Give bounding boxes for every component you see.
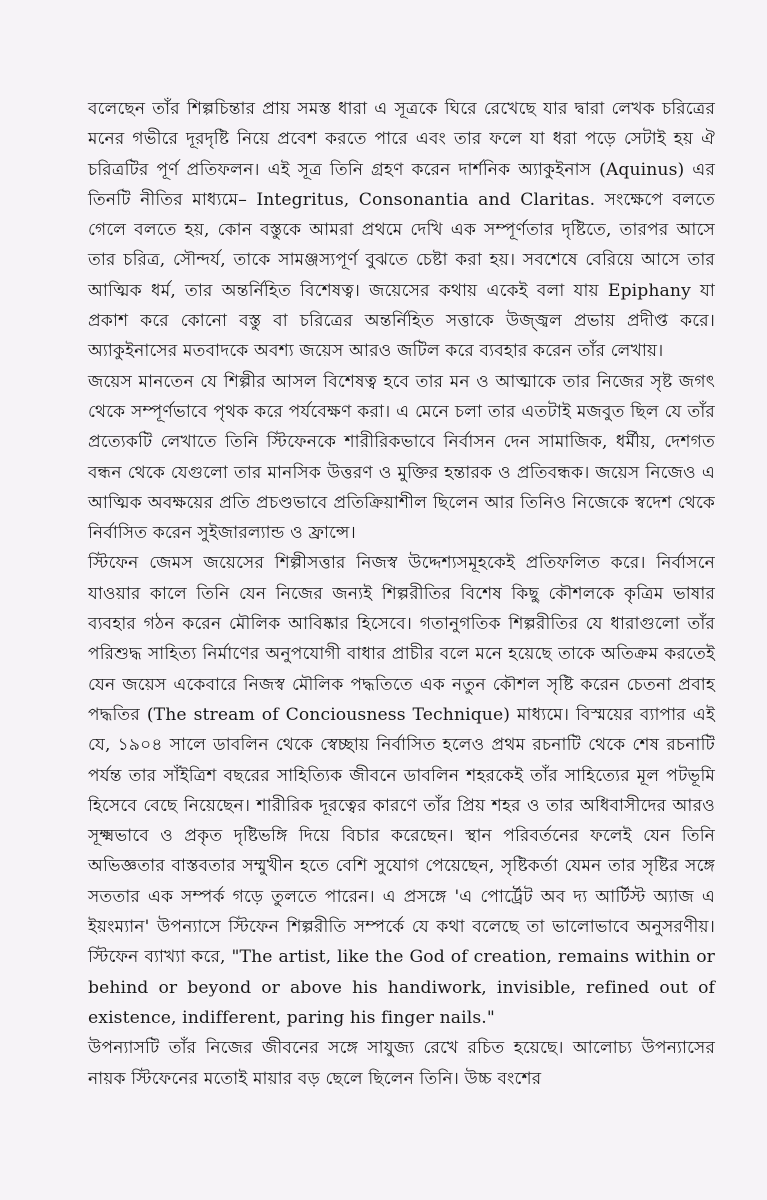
paragraph-3: স্টিফেন জেমস জয়েসের শিল্পীসত্তার নিজস্ব উদ্দেশ্যসমূহকেই প্রতিফলিত করে। নির্বাসনে যাওয়ার কালে তিনি যেন নিজের জন্যই শিল্পরীতির বিশেষ কিছু কৌশলকে কৃত্রিম ভাষার ব্যবহার গঠন করেন মৌলিক আবিষ্কার হিসেবে। গতানুগতিক শিল্পরীতির যে ধারাগুলো তাঁর পরিশুদ্ধ সাহিত্য নির্মাণের অনুপযোগী বাধার প্রাচীর বলে মনে হয়েছে তাকে অতিক্রম করতেই যেন জয়েস একেবারে নিজস্ব মৌলিক পদ্ধতিতে এক নতুন কৌশল সৃষ্টি করেন চেতনা প্রবাহ পদ্ধতির (The stream of Conciousness Technique) মাধ্যমে। বিস্ময়ের ব্যাপার এই যে, ১৯০৪ সালে ডাবলিন থেকে স্বেচ্ছায় নির্বাসিত হলেও প্রথম রচনাটি থেকে শেষ রচনাটি পর্যন্ত তার সাঁইত্রিশ বছরের সাহিত্যিক জীবনে ডাবলিন শহরকেই তাঁর সাহিত্যের মূল পটভূমি হিসেবে বেছে নিয়েছেন। শারীরিক দূরত্বের কারণে তাঁর প্রিয় শহর ও তার অধিবাসীদের আরও সূক্ষ্মভাবে ও প্রকৃত দৃষ্টিভঙ্গি দিয়ে বিচার করেছেন। স্থান পরিবর্তনের ফলেই যেন তিনি অভিজ্ঞতার বাস্তবতার সম্মুখীন হতে বেশি সুযোগ পেয়েছেন, সৃষ্টিকর্তা যেমন তার সৃষ্টির সঙ্গে সততার এক সম্পর্ক গড়ে তুলতে পারেন। এ প্রসঙ্গে 'এ পোর্ট্রেট অব দ্য আর্টিস্ট অ্যাজ এ ইয়ংম্যান' উপন্যাসে স্টিফেন শিল্পরীতি সম্পর্কে যে কথা বলেছে তা ভালোভাবে অনুসরণীয়। স্টিফেন ব্যাখ্যা করে, "The artist, like the God of creation, remains within or behind or beyond or above his handiwork, invisible, refined out of existence, indifferent, paring his finger nails." xyxy=(88,553,715,1028)
paragraph-1: বলেছেন তাঁর শিল্পচিন্তার প্রায় সমস্ত ধারা এ সূত্রকে ঘিরে রেখেছে যার দ্বারা লেখক চরিত্রের মনের গভীরে দূরদৃষ্টি নিয়ে প্রবেশ করতে পারে এবং তার ফলে যা ধরা পড়ে সেটাই হয় ঐ চরিত্রটির পূর্ণ প্রতিফলন। এই সূত্র তিনি গ্রহণ করেন দার্শনিক অ্যাকুইনাস (Aquinus) এর তিনটি নীতির মাধ্যমে– Integritus, Consonantia and Claritas. সংক্ষেপে বলতে গেলে বলতে হয়, কোন বস্তুকে আমরা প্রথমে দেখি এক সম্পূর্ণতার দৃষ্টিতে, তারপর আসে তার চরিত্র, সৌন্দর্য, তাকে সামঞ্জস্যপূর্ণ বুঝতে চেষ্টা করা হয়। সবশেষে বেরিয়ে আসে তার আত্মিক ধর্ম, তার অন্তর্নিহিত বিশেষত্ব। জয়েসের কথায় একেই বলা যায় Epiphany যা প্রকাশ করে কোনো বস্তু বা চরিত্রের অন্তর্নিহিত সত্তাকে উজ্জ্বল প্রভায় প্রদীপ্ত করে। অ্যাকুইনাসের মতবাদকে অবশ্য জয়েস আরও জটিল করে ব্যবহার করেন তাঁর লেখায়। xyxy=(88,99,715,362)
paragraph-2: জয়েস মানতেন যে শিল্পীর আসল বিশেষত্ব হবে তার মন ও আত্মাকে তার নিজের সৃষ্ট জগৎ থেকে সম্পূর্ণভাবে পৃথক করে পর্যবেক্ষণ করা। এ মেনে চলা তার এতটাই মজবুত ছিল যে তাঁর প্রত্যেকটি লেখাতে তিনি স্টিফেনকে শারীরিকভাবে নির্বাসন দেন সামাজিক, ধর্মীয়, দেশগত বন্ধন থেকে যেগুলো তার মানসিক উত্তরণ ও মুক্তির হন্তারক ও প্রতিবন্ধক। জয়েস নিজেও এ আত্মিক অবক্ষয়ের প্রতি প্রচণ্ডভাবে প্রতিক্রিয়াশীল ছিলেন আর তিনিও নিজেকে স্বদেশ থেকে নির্বাসিত করেন সুইজারল্যান্ড ও ফ্রান্সে। xyxy=(88,371,715,544)
body-text xyxy=(88,94,715,1094)
paragraph-4: উপন্যাসটি তাঁর নিজের জীবনের সঙ্গে সাযুজ্য রেখে রচিত হয়েছে। আলোচ্য উপন্যাসের নায়ক স্টিফেনের মতোই মায়ার বড় ছেলে ছিলেন তিনি। উচ্চ বংশের xyxy=(88,1038,715,1089)
